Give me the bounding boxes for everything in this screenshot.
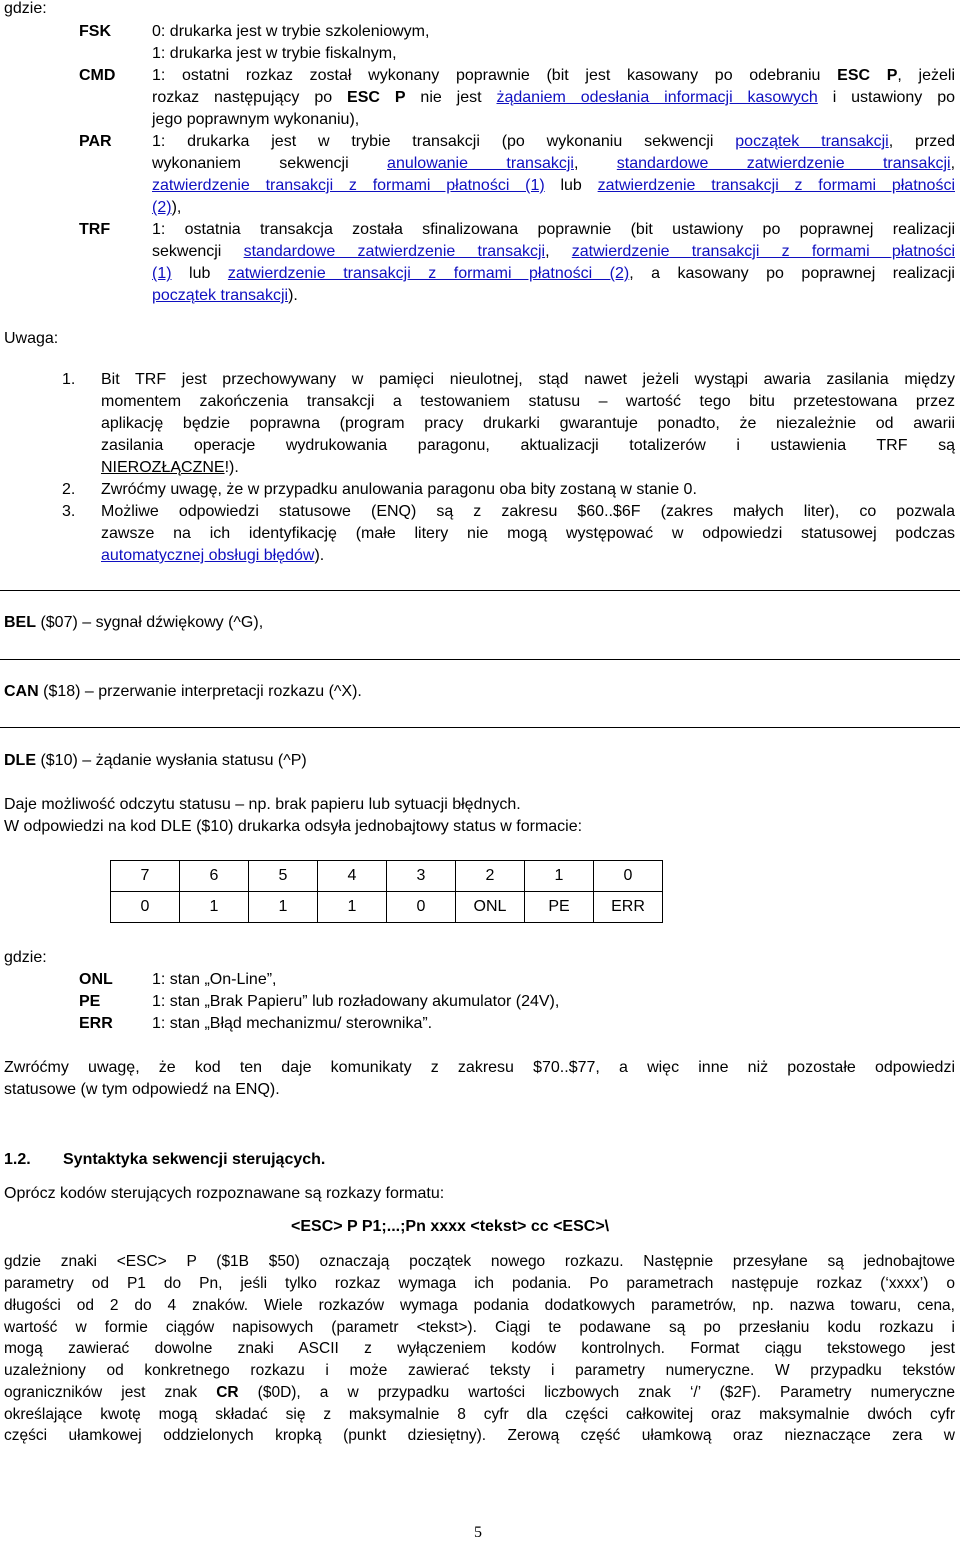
status-byte-table — [110, 860, 663, 923]
table-cell: PE — [525, 892, 594, 923]
paragraph-line: uzależniony od konkretnego rozkazu i może zawierać teksty i parametry numeryczne. W przypadku tekstów — [4, 1362, 955, 1379]
paragraph-line: długości od 2 do 4 znaków. Wiele rozkazów wymaga podania dodatkowych parametrów, np. nazwa towaru, cena, — [4, 1297, 955, 1314]
link-zatwierdzenie-1[interactable]: zatwierdzenie transakcji z formami płatności (1) — [152, 177, 545, 194]
command-format: <ESC> P P1;...;Pn xxxx <tekst> cc <ESC>\ — [291, 1218, 610, 1235]
flag-description: 1: stan „Brak Papieru” lub rozładowany akumulator (24V), — [152, 993, 560, 1010]
table-cell: 1 — [180, 892, 249, 923]
cmd-line-2: rozkaz następujący po ESC P nie jest żądaniem odesłania informacji kasowych i ustawiony po — [152, 89, 956, 106]
paragraph-line: gdzie znaki <ESC> P ($1B $50) oznaczają początek nowego rozkazu. Następnie przesyłane są jednobajtowe — [4, 1253, 955, 1270]
note-2-number: 2. — [62, 481, 76, 498]
table-cell: ONL — [456, 892, 525, 923]
dle-entry: DLE ($10) – żądanie wysłania statusu (^P) — [4, 752, 307, 769]
intro-text: Oprócz kodów sterujących rozpoznawane są rozkazy formatu: — [4, 1185, 445, 1202]
section-title: Syntaktyka sekwencji sterujących. — [63, 1151, 326, 1168]
dle-response-intro: W odpowiedzi na kod DLE ($10) drukarka odsyła jednobajtowy status w formacie: — [4, 818, 583, 835]
table-cell: 4 — [318, 861, 387, 892]
note-3-line-1: Możliwe odpowiedzi statusowe (ENQ) są z zakresu $60..$6F (zakres małych liter), co pozwala — [101, 503, 955, 520]
table-cell: ERR — [594, 892, 663, 923]
link-automatyczna-obsluga-bledow[interactable]: automatycznej obsługi błędów — [101, 547, 315, 564]
flag-description: 1: stan „Błąd mechanizmu/ sterownika”. — [152, 1015, 433, 1032]
fsk-line-1: 0: drukarka jest w trybie szkoleniowym, — [152, 23, 430, 40]
can-entry: CAN ($18) – przerwanie interpretacji rozkazu (^X). — [4, 683, 362, 700]
table-cell: 1 — [249, 892, 318, 923]
note-1-line-3: aplikację będzie poprawna (program pracy drukarki gwarantuje ponadto, że niezależnie od awarii — [101, 415, 955, 432]
note-3-line-3: automatycznej obsługi błędów). — [101, 547, 325, 564]
fsk-label: FSK — [79, 23, 111, 40]
link-trf-standardowe[interactable]: standardowe zatwierdzenie transakcji — [243, 243, 546, 260]
table-cell: 6 — [180, 861, 249, 892]
link-zadanie-odeslania[interactable]: żądaniem odesłania informacji kasowych — [496, 89, 818, 106]
note-3-line-2: zawsze na ich identyfikację (małe litery nie mogą występować w odpowiedzi statusowej podczas — [101, 525, 955, 542]
link-zatwierdzenie-2-suffix[interactable]: (2) — [152, 199, 172, 216]
par-line-3: zatwierdzenie transakcji z formami płatności (1) lub zatwierdzenie transakcji z formami płatności — [152, 177, 955, 194]
fsk-line-2: 1: drukarka jest w trybie fiskalnym, — [152, 45, 397, 62]
par-line-4: (2)), — [152, 199, 182, 216]
table-row-bits — [111, 861, 663, 892]
flag-label: ONL — [79, 971, 113, 988]
link-standardowe-zatwierdzenie[interactable]: standardowe zatwierdzenie transakcji — [616, 155, 951, 172]
table-cell: 5 — [249, 861, 318, 892]
bel-entry: BEL ($07) – sygnał dźwiękowy (^G), — [4, 614, 264, 631]
flag-label: ERR — [79, 1015, 113, 1032]
link-trf-zatwierdzenie[interactable]: zatwierdzenie transakcji z formami płatności — [571, 243, 955, 260]
table-cell: 0 — [594, 861, 663, 892]
note-1-line-4: zasilania operacje wydrukowania paragonu, aktualizacji totalizerów i ustawienia TRF są — [101, 437, 955, 454]
note-1-line-5: NIEROZŁĄCZNE!). — [101, 459, 239, 476]
flag-description: 1: stan „On-Line”, — [152, 971, 277, 988]
paragraph-line: wartość w formie ciągów napisowych (parametr <tekst>). Ciągi te podawane są po przesłaniu kodu rozkazu i — [4, 1319, 955, 1336]
table-cell: 2 — [456, 861, 525, 892]
cmd-line-1: 1: ostatni rozkaz został wykonany poprawnie (bit jest kasowany po odebraniu ESC P, jeżeli — [152, 67, 956, 84]
divider — [0, 727, 960, 728]
link-anulowanie-transakcji[interactable]: anulowanie transakcji — [387, 155, 574, 172]
note-70-line-2: statusowe (w tym odpowiedź na ENQ). — [4, 1081, 280, 1098]
divider — [0, 659, 960, 660]
gdzie-label: gdzie: — [4, 949, 47, 966]
page-number: 5 — [474, 1524, 482, 1541]
note-1-line-2: momentem zakończenia transakcji a testowaniem statusu – wartość tego bitu przetestowana przez — [101, 393, 955, 410]
note-70-line-1: Zwróćmy uwagę, że kod ten daje komunikaty z zakresu $70..$77, a więc inne niż pozostałe odpowiedzi — [4, 1059, 955, 1076]
trf-line-2: sekwencji standardowe zatwierdzenie transakcji, zatwierdzenie transakcji z formami płatności — [152, 243, 955, 260]
paragraph-line: parametry od P1 do Pn, jeśli tylko rozkaz wymaga ich podania. Po parametrach następuje rozkaz (‘xxxx’) o — [4, 1275, 955, 1292]
paragraph-line: części ułamkowej oddzielonych kropką (punkt dziesiętny). Zerową część ułamkową oraz nieznaczące zera w — [4, 1427, 955, 1444]
paragraph-line: mogą zawierać dowolne znaki ASCII z wyłączeniem kodów kontrolnych. Format ciągu tekstowego jest — [4, 1340, 955, 1357]
par-line-1: 1: drukarka jest w trybie transakcji (po wykonaniu sekwencji początek transakcji, przed — [152, 133, 956, 150]
par-label: PAR — [79, 133, 112, 150]
flag-label: PE — [79, 993, 101, 1010]
section-number: 1.2. — [4, 1151, 31, 1168]
note-1-line-1: Bit TRF jest przechowywany w pamięci nieulotnej, stąd nawet jeżeli wystąpi awaria zasilania między — [101, 371, 955, 388]
link-trf-poczatek[interactable]: początek transakcji — [152, 287, 289, 304]
paragraph-line: określające kwotę mogą składać się z maksymalnie 8 cyfr dla części całkowitej oraz maksymalnie dwóch cyfr — [4, 1406, 955, 1423]
divider — [0, 590, 960, 591]
cmd-label: CMD — [79, 67, 116, 84]
cmd-line-3: jego poprawnym wykonaniu), — [152, 111, 360, 128]
note-2-text: Zwróćmy uwagę, że w przypadku anulowania paragonu oba bity zostaną w stanie 0. — [101, 481, 697, 498]
table-cell: 7 — [111, 861, 180, 892]
gdzie-label: gdzie: — [4, 0, 47, 17]
link-trf-1[interactable]: (1) — [152, 265, 172, 282]
trf-line-3: (1) lub zatwierdzenie transakcji z formami płatności (2), a kasowany po poprawnej realizacji — [152, 265, 955, 282]
par-line-2: wykonaniem sekwencji anulowanie transakcji, standardowe zatwierdzenie transakcji, — [152, 155, 956, 172]
note-3-number: 3. — [62, 503, 76, 520]
table-cell: 1 — [318, 892, 387, 923]
table-cell: 0 — [387, 892, 456, 923]
table-row-values — [111, 892, 663, 923]
note-1-number: 1. — [62, 371, 76, 388]
trf-line-1: 1: ostatnia transakcja została sfinalizowana poprawnie (bit ustawiony po poprawnej realizacji — [152, 221, 955, 238]
trf-label: TRF — [79, 221, 111, 238]
dle-description: Daje możliwość odczytu statusu – np. brak papieru lub sytuacji błędnych. — [4, 796, 521, 813]
trf-line-4: początek transakcji). — [152, 287, 298, 304]
link-zatwierdzenie-2[interactable]: zatwierdzenie transakcji z formami płatności — [597, 177, 955, 194]
table-cell: 1 — [525, 861, 594, 892]
link-poczatek-transakcji[interactable]: początek transakcji — [735, 133, 889, 150]
uwaga-label: Uwaga: — [4, 330, 59, 347]
table-cell: 3 — [387, 861, 456, 892]
paragraph-line: ograniczników jest znak CR ($0D), a w przypadku wartości liczbowych znak ‘/’ ($2F). Parametry numeryczne — [4, 1384, 955, 1401]
link-trf-zatwierdzenie-2[interactable]: zatwierdzenie transakcji z formami płatności (2) — [227, 265, 630, 282]
table-cell: 0 — [111, 892, 180, 923]
